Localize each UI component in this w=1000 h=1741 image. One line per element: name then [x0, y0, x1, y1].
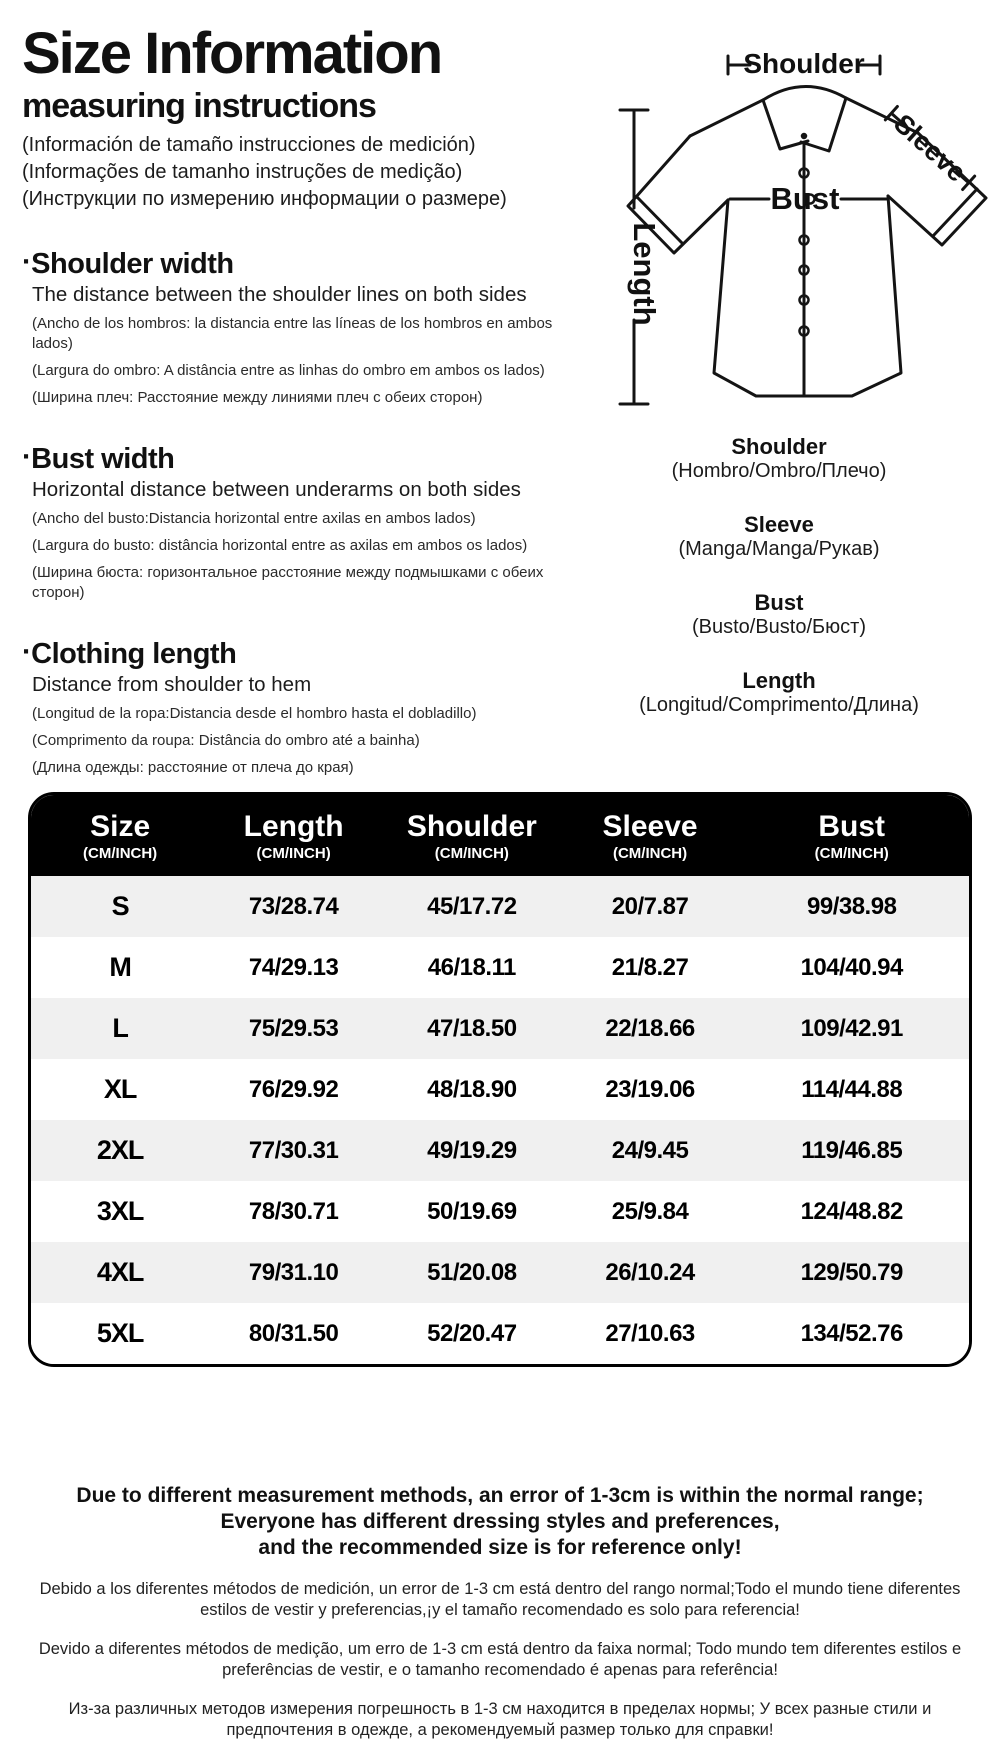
- disclaimer-es: Debido a los diferentes métodos de medición, un error de 1-3 cm está dentro del rango normal;Todo el mundo tiene diferentes estilos de vestir y preferencias,¡y el tamaño recomendado es solo para referencia!: [39, 1580, 961, 1619]
- bust-cell: 109/42.91: [800, 1014, 903, 1042]
- size-cell: 4XL: [96, 1257, 144, 1287]
- shirt-shoulders: [690, 98, 918, 136]
- translation-es: (Longitud de la ropa:Distancia desde el hombro hasta el dobladillo): [32, 704, 477, 722]
- column-unit: (CM/INCH): [434, 845, 509, 862]
- size-cell: S: [111, 891, 129, 921]
- shirt-diagram-svg: [558, 48, 1000, 426]
- shoulder-cell: 49/19.29: [427, 1136, 517, 1164]
- size-cell: XL: [103, 1074, 137, 1104]
- table-row: [31, 1059, 969, 1120]
- column-unit: (CM/INCH): [256, 845, 331, 862]
- disclaimer-english: [20, 1483, 980, 1561]
- sleeve-cell: 26/10.24: [605, 1258, 695, 1286]
- column-label: Size: [90, 810, 151, 843]
- translation-ru: (Ширина плеч: Расстояние между линиями плеч с обеих сторон): [32, 388, 483, 406]
- size-table-header: [31, 795, 969, 876]
- column-header-bust: [734, 810, 969, 863]
- shoulder-cell: 48/18.90: [427, 1075, 517, 1103]
- size-cell: 5XL: [96, 1318, 144, 1348]
- page-subtitle: measuring instructions: [22, 86, 376, 125]
- size-table: [28, 792, 972, 1367]
- shirt-collar: [763, 86, 846, 151]
- translation-pt: (Comprimento da roupa: Distância do ombro até a bainha): [32, 731, 420, 749]
- section-heading: [22, 441, 556, 476]
- legend-translation: (Manga/Manga/Рукав): [678, 538, 880, 560]
- legend-term: Shoulder: [731, 434, 827, 459]
- length-cell: 76/29.92: [248, 1075, 339, 1103]
- subtitle-translation-pt: (Informações de tamanho instruções de medição): [22, 160, 463, 183]
- bust-cell: 114/44.88: [801, 1075, 903, 1103]
- section-translations: [32, 704, 556, 778]
- section-translations: [32, 509, 556, 603]
- section-description: Distance from shoulder to hem: [32, 672, 312, 696]
- length-cell: 78/30.71: [248, 1197, 339, 1225]
- column-header-size: [31, 810, 209, 863]
- translation-ru: (Ширина бюста: горизонтальное расстояние между подмышками с обеих сторон): [32, 563, 544, 601]
- legend-term: Length: [742, 668, 816, 693]
- column-header-sleeve: [566, 810, 735, 863]
- bullet-glyph: ·: [22, 635, 32, 668]
- page-title: Size Information: [22, 21, 442, 86]
- table-row: [31, 998, 969, 1059]
- sleeve-cell: 21/8.27: [611, 953, 689, 981]
- translation-pt: (Largura do ombro: A distância entre as linhas do ombro em ambos os lados): [32, 361, 545, 379]
- legend-term: Sleeve: [744, 512, 814, 537]
- shoulder-cell: 52/20.47: [427, 1319, 517, 1347]
- column-header-shoulder: [378, 810, 566, 863]
- bust-cell: 99/38.98: [807, 892, 897, 920]
- section-title: Bust width: [31, 442, 175, 475]
- disclaimer-ru: Из-за различных методов измерения погрешность в 1-3 см находится в пределах нормы; У всех разные стили и предпочтения в одежде, а рекомендуемый размер только для справки!: [68, 1700, 932, 1739]
- disclaimer-line: Due to different measurement methods, an error of 1-3cm is within the normal range;: [76, 1484, 924, 1507]
- section-heading: [22, 246, 556, 281]
- length-cell: 77/30.31: [248, 1136, 339, 1164]
- shoulder-cell: 46/18.11: [427, 953, 516, 981]
- sleeve-cell: 27/10.63: [605, 1319, 695, 1347]
- column-header-length: [209, 810, 378, 863]
- table-row: [31, 1120, 969, 1181]
- disclaimer-line: and the recommended size is for reference only!: [258, 1536, 742, 1559]
- column-label: Bust: [818, 810, 886, 843]
- bust-cell: 119/46.85: [801, 1136, 903, 1164]
- section-bust-width: [22, 441, 556, 603]
- column-unit: (CM/INCH): [612, 845, 688, 862]
- length-cell: 79/31.10: [248, 1258, 339, 1286]
- column-unit: (CM/INCH): [814, 845, 889, 862]
- legend-term: Bust: [754, 590, 804, 615]
- column-label: Shoulder: [406, 810, 537, 843]
- column-unit: (CM/INCH): [83, 845, 158, 862]
- bust-cell: 124/48.82: [800, 1197, 903, 1225]
- legend-entry-bust: [558, 590, 1000, 639]
- measurement-legend: [558, 434, 1000, 746]
- bust-cell: 129/50.79: [800, 1258, 903, 1286]
- size-cell: M: [109, 952, 131, 982]
- disclaimer-line: Everyone has different dressing styles and preferences,: [220, 1510, 780, 1533]
- table-row: [31, 937, 969, 998]
- translation-ru: (Длина одежды: расстояние от плеча до края): [32, 758, 354, 776]
- section-clothing-length: [22, 636, 556, 778]
- legend-entry-sleeve: [558, 512, 1000, 561]
- length-cell: 75/29.53: [248, 1014, 339, 1042]
- diagram-shoulder-label: Shoulder: [743, 48, 865, 79]
- legend-translation: (Hombro/Ombro/Плечо): [671, 460, 887, 482]
- shoulder-cell: 47/18.50: [427, 1014, 517, 1042]
- shoulder-cell: 45/17.72: [427, 892, 517, 920]
- sleeve-cell: 20/7.87: [611, 892, 689, 920]
- size-cell: 3XL: [96, 1196, 144, 1226]
- section-heading: [22, 636, 556, 671]
- disclaimer-pt: Devido a diferentes métodos de medição, um erro de 1-3 cm está dentro da faixa normal; Todo mundo tem diferentes estilos e preferências de vestir, e o tamanho recomendado é apenas para referência!: [38, 1640, 962, 1679]
- page-subtitle-translations: [22, 132, 556, 213]
- diagram-length-label: Length: [627, 222, 662, 326]
- section-translations: [32, 314, 556, 408]
- translation-es: (Ancho del busto:Distancia horizontal entre axilas en ambos lados): [32, 509, 476, 527]
- section-shoulder-width: [22, 246, 556, 408]
- table-row: [31, 1303, 969, 1364]
- length-cell: 73/28.74: [248, 892, 339, 920]
- length-cell: 80/31.50: [248, 1319, 339, 1347]
- section-description: Horizontal distance between underarms on both sides: [32, 477, 521, 501]
- column-label: Sleeve: [602, 810, 698, 843]
- subtitle-translation-ru: (Инструкции по измерению информации о размере): [22, 187, 507, 210]
- sleeve-cell: 25/9.84: [611, 1197, 689, 1225]
- table-row: [31, 1181, 969, 1242]
- sleeve-cell: 24/9.45: [611, 1136, 689, 1164]
- sleeve-cell: 22/18.66: [605, 1014, 695, 1042]
- diagram-sleeve-label: Sleeve: [888, 108, 972, 188]
- bullet-glyph: ·: [22, 245, 32, 278]
- section-title: Clothing length: [31, 637, 237, 670]
- translation-pt: (Largura do busto: distância horizontal entre as axilas em ambos os lados): [32, 536, 528, 554]
- translation-es: (Ancho de los hombros: la distancia entre las líneas de los hombros en ambos lados): [32, 314, 553, 352]
- legend-translation: (Busto/Busto/Бюст): [691, 616, 866, 638]
- shoulder-cell: 51/20.08: [427, 1258, 517, 1286]
- bullet-glyph: ·: [22, 440, 32, 473]
- shirt-buttons: [800, 134, 815, 336]
- table-row: [31, 1242, 969, 1303]
- subtitle-translation-es: (Información de tamaño instrucciones de medición): [22, 133, 476, 156]
- shoulder-cell: 50/19.69: [427, 1197, 517, 1225]
- section-title: Shoulder width: [31, 247, 234, 280]
- measuring-instructions-column: [22, 21, 556, 778]
- column-label: Length: [243, 810, 344, 843]
- sleeve-cell: 23/19.06: [605, 1075, 695, 1103]
- size-cell: 2XL: [96, 1135, 144, 1165]
- legend-entry-length: [558, 668, 1000, 717]
- section-description: The distance between the shoulder lines on both sides: [32, 282, 527, 306]
- disclaimer: [20, 1483, 980, 1741]
- shirt-measurement-diagram: [558, 48, 1000, 426]
- diagram-bust-label: Bust: [770, 181, 840, 216]
- bust-cell: 104/40.94: [800, 953, 903, 981]
- bust-cell: 134/52.76: [800, 1319, 903, 1347]
- legend-translation: (Longitud/Comprimento/Длина): [639, 694, 919, 716]
- size-cell: L: [112, 1013, 128, 1043]
- legend-entry-shoulder: [558, 434, 1000, 483]
- table-row: [31, 876, 969, 937]
- length-cell: 74/29.13: [248, 953, 339, 981]
